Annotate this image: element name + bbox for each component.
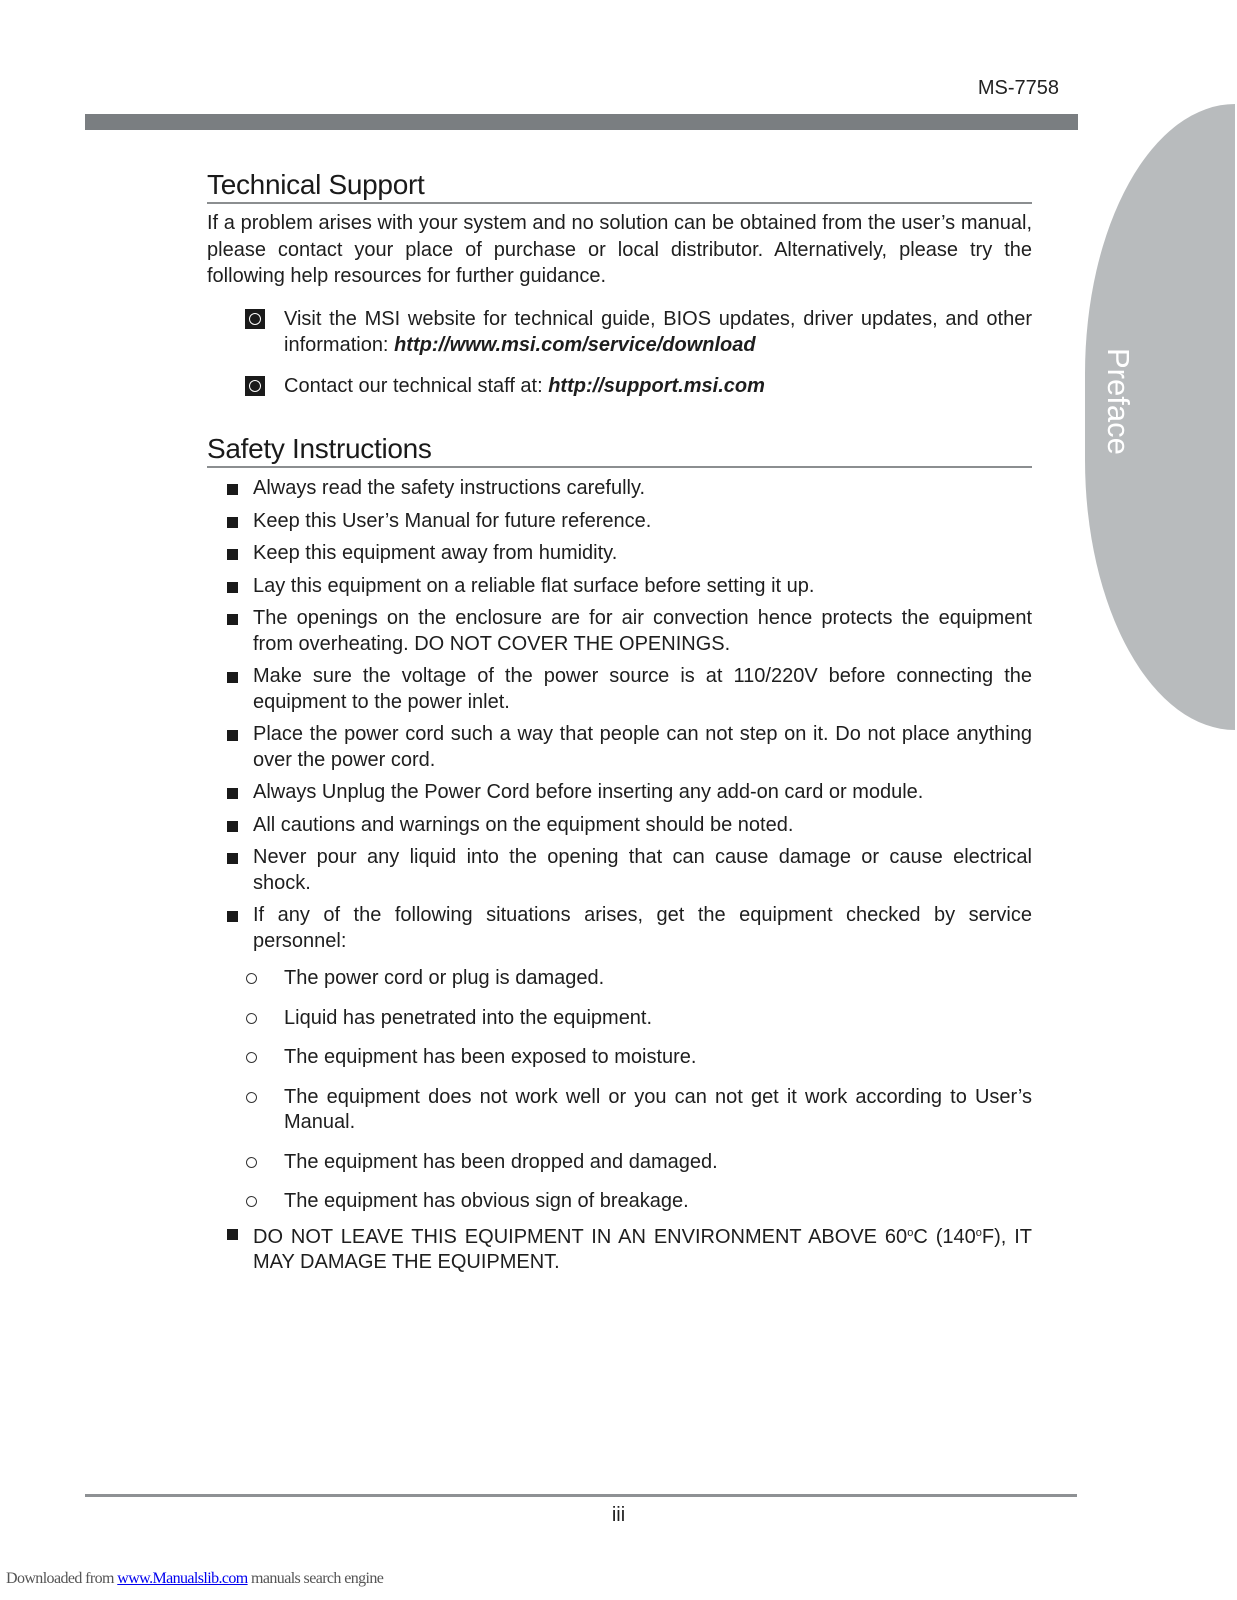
footer-rule [85,1494,1077,1497]
safety-item: Lay this equipment on a reliable flat surface before setting it up. [207,574,1032,600]
square-bullet-icon [227,549,238,560]
safety-item: The openings on the enclosure are for air convection hence protects the equipment from overheating. DO NOT COVER THE OPENINGS. [207,606,1032,657]
safety-item: Make sure the voltage of the power source is at 110/220V before connecting the equipment to the power inlet. [207,664,1032,715]
circle-bullet-icon [246,1196,257,1207]
safety-item: Keep this User’s Manual for future reference. [207,509,1032,535]
square-bullet-icon [227,517,238,528]
safety-item: Place the power cord such a way that people can not step on it. Do not place anything over the power cord. [207,722,1032,773]
square-bullet-icon [227,821,238,832]
safety-item: Always read the safety instructions carefully. [207,476,1032,502]
circle-bullet-icon [246,1052,257,1063]
safety-item: If any of the following situations arises, get the equipment checked by service personnel: [207,903,1032,954]
square-bullet-icon [227,730,238,741]
support-item-text: Visit the MSI website for technical guide, BIOS updates, driver updates, and other information: [284,307,1032,356]
situation-item: The equipment does not work well or you can not get it work according to User’s Manual. [207,1085,1032,1136]
safety-item: Keep this equipment away from humidity. [207,541,1032,567]
bullet-icon [245,376,265,396]
safety-item: Always Unplug the Power Cord before inserting any add-on card or module. [207,780,1032,806]
square-bullet-icon [227,582,238,593]
download-link[interactable]: http://www.msi.com/service/download [394,334,756,356]
support-link[interactable]: http://support.msi.com [548,374,765,397]
technical-support-intro: If a problem arises with your system and no solution can be obtained from the user’s manual, please contact your place of purchase or local distributor. Alternatively, please try the following help resources for further guidance. [207,212,1032,287]
bullet-icon [245,309,265,329]
square-bullet-icon [227,1229,238,1240]
situation-item: The equipment has been exposed to moisture. [207,1045,1032,1071]
support-item [207,373,1032,400]
circle-bullet-icon [246,1157,257,1168]
safety-section [207,432,1032,1283]
situation-item: The equipment has been dropped and damaged. [207,1150,1032,1176]
situation-list [207,966,1032,1215]
square-bullet-icon [227,614,238,625]
technical-support-title: Technical Support [207,168,1032,204]
situation-item: The equipment has obvious sign of breakage. [207,1189,1032,1215]
square-bullet-icon [227,911,238,922]
safety-item: All cautions and warnings on the equipment should be noted. [207,813,1032,839]
support-item-text: Contact our technical staff at: [284,374,549,397]
safety-list [207,476,1032,954]
circle-bullet-icon [246,1013,257,1024]
safety-item: Never pour any liquid into the opening that can cause damage or cause electrical shock. [207,845,1032,896]
situation-item: Liquid has penetrated into the equipment. [207,1006,1032,1032]
safety-title: Safety Instructions [207,432,1032,468]
header-bar [85,114,1078,130]
page-number: iii [611,1504,626,1526]
support-list [207,306,1032,400]
square-bullet-icon [227,672,238,683]
situation-item: The power cord or plug is damaged. [207,966,1032,992]
safety-list-end [207,1221,1032,1276]
support-item [207,306,1032,359]
square-bullet-icon [227,788,238,799]
side-tab-label: Preface [1101,348,1136,455]
safety-item-temperature: DO NOT LEAVE THIS EQUIPMENT IN AN ENVIRONMENT ABOVE 60$^o$C (140$^o$F), IT MAY DAMAGE THE EQUIPMENT. [207,1221,1032,1276]
download-footer: Downloaded from www.Manualslib.com manuals search engine [6,1570,384,1587]
square-bullet-icon [227,484,238,495]
manualslib-link[interactable]: www.Manualslib.com [117,1570,248,1587]
circle-bullet-icon [246,973,257,984]
technical-support-section [207,168,1032,413]
square-bullet-icon [227,853,238,864]
circle-bullet-icon [246,1092,257,1103]
model-number: MS-7758 [977,77,1059,99]
